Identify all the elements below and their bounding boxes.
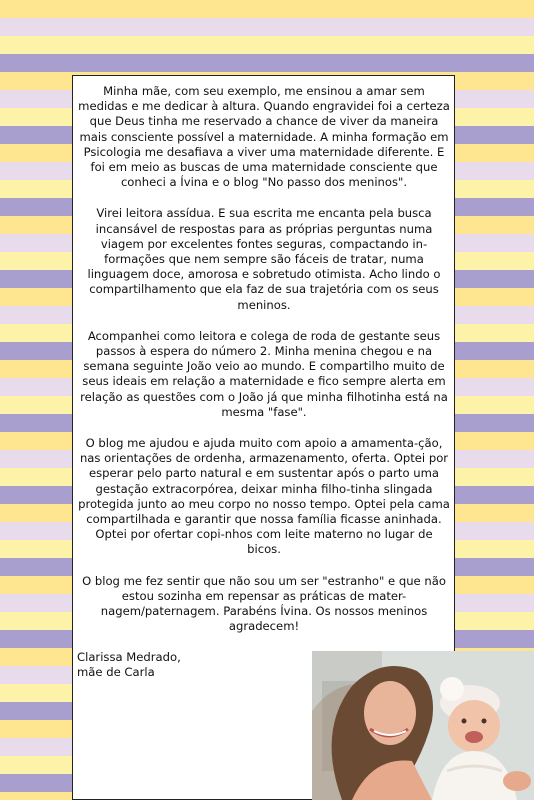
paragraph-5: O blog me fez sentir que não sou um ser "estranho" e que não estou sozinha em repensar as práticas de mater-nagem/paternagem. Parabéns Ívina. Os nossos meninos agradecem! [82, 573, 446, 634]
signature-name: Clarissa Medrado, [77, 649, 181, 664]
paragraph-3: Acompanhei como leitora e colega de roda de gestante seus passos à espera do número 2. Minha menina chegou e na semana seguinte João veio ao mundo. E compartilho muito de seus ideais em relação a maternidade e fico sempre alerta em relação as questões com o João já que minha filhotinha está na mesma "fase". [80, 328, 448, 419]
signature-role: mãe de Carla [77, 664, 155, 679]
photo-illustration [312, 651, 534, 800]
paragraph-1: Minha mãe, com seu exemplo, me ensinou a amar sem medidas e me dedicar à altura. Quando engravidei foi a certeza que Deus tinha me reservado a chance de viver da maneira mais consciente possível a maternidade. A minha formação em Psicologia me desafiava a viver uma maternidade diferente. E foi em meio as buscas de uma maternidade consciente que conheci a Ívina e o blog "No passo dos meninos". [78, 84, 450, 190]
paragraph-4: O blog me ajudou e ajuda muito com apoio a amamenta-ção, nas orientações de ordenha, armazenamento, oferta. Optei por esperar pelo parto natural e em sustentar após o parto uma gestação extracorpórea, deixar minha filho-tinha slingada protegida junto ao meu corpo no nosso tempo. Optei pela cama compartilhada e garantir que nossa família ficasse aninhada. Optei por ofertar copi-nhos com leite materno no lugar de bicos. [78, 436, 450, 557]
mother-baby-photo [312, 651, 534, 800]
paragraph-2: Virei leitora assídua. E sua escrita me encanta pela busca incansável de respostas para as próprias perguntas numa viagem por excelentes fontes seguras, compactando in-formações que nem sempre são fáceis de tratar, numa linguagem doce, amorosa e sobretudo otimista. Acho lindo o compartilhamento que ela faz de sua trajetória com os seus meninos. [87, 206, 441, 312]
